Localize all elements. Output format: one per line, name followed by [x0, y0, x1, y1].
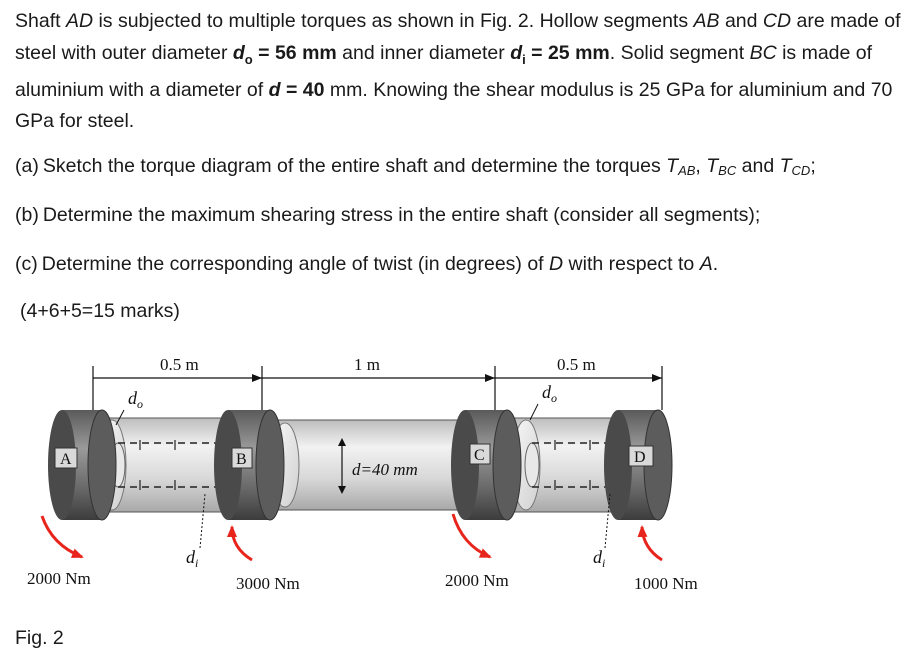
text-run: are made of steel with outer diameter: [15, 10, 901, 64]
torque-arrow-D: [642, 527, 662, 560]
torque-arrow-A: [42, 516, 82, 557]
text-run: A: [699, 253, 713, 275]
part-b: [15, 202, 760, 228]
text-run: AD: [65, 10, 94, 32]
label-D: D: [634, 449, 646, 466]
text-run: mm. Knowing the shear modulus is 25 GPa for aluminium and 70 GPa for steel.: [15, 78, 893, 133]
text-run: ,: [695, 155, 707, 177]
text-run: is subjected to multiple torques as shown in Fig. 2. Hollow segments: [93, 10, 694, 32]
torque-arrow-C: [453, 514, 490, 557]
part-text: Determine the corresponding angle of twist (in degrees) of: [41, 253, 550, 275]
di-label-right: $d_i$: [593, 547, 606, 570]
part-label: (a): [15, 155, 39, 177]
torque-label-B: 3000 Nm: [236, 574, 300, 593]
symbol-d: d: [268, 78, 281, 101]
figure-caption: Fig. 2: [15, 627, 64, 649]
torque-label-A: 2000 Nm: [27, 569, 91, 588]
text-run: Shaft: [15, 10, 66, 32]
torque-arrow-B: [232, 527, 252, 560]
label-A: A: [60, 451, 72, 468]
disk-C-front: [493, 410, 521, 520]
symbol-do-sub: o: [244, 51, 253, 67]
problem-statement: [15, 6, 910, 138]
text-run: D: [549, 253, 564, 275]
d40-label: d=40 mm: [352, 460, 418, 479]
do-label-left: $d_o$: [128, 388, 143, 411]
text-run: and: [719, 10, 763, 32]
text-run: and inner diameter: [336, 41, 511, 64]
marks: (4+6+5=15 marks): [20, 300, 180, 322]
do-label-right: $d_o$: [542, 382, 557, 405]
part-text: Sketch the torque diagram of the entire shaft and determine the torques: [42, 155, 667, 177]
value-d: = 40: [280, 78, 325, 101]
value-di: = 25 mm: [525, 41, 610, 64]
part-label: (c): [15, 253, 38, 275]
symbol-T: T: [779, 155, 792, 177]
part-a: [15, 153, 816, 184]
symbol-di: d: [510, 41, 523, 64]
symbol-di-sub: i: [522, 51, 526, 67]
text-run: with respect to: [563, 253, 700, 275]
symbol-sub: BC: [718, 163, 737, 178]
disk-C-back: [451, 410, 479, 520]
text-run: CD: [762, 10, 792, 32]
part-label: (b): [15, 204, 39, 226]
text-run: AB: [693, 10, 720, 32]
symbol-do: d: [232, 41, 245, 64]
symbol-T: T: [666, 155, 679, 177]
dim-label-left: 0.5 m: [160, 355, 199, 374]
disk-B: [214, 410, 284, 520]
part-text: Determine the maximum shearing stress in the entire shaft (consider all segments);: [42, 204, 761, 226]
symbol-T: T: [706, 155, 719, 177]
text-run: BC: [749, 41, 777, 64]
text-run: .: [712, 253, 719, 275]
torque-label-D: 1000 Nm: [634, 574, 698, 593]
text-run: and: [736, 155, 780, 177]
symbol-sub: AB: [678, 163, 696, 178]
symbol-sub: CD: [791, 163, 811, 178]
label-C: C: [474, 447, 485, 464]
disk-B-front: [256, 410, 284, 520]
disk-A-front: [88, 410, 116, 520]
disk-D-back: [604, 410, 632, 520]
shaft-figure: [0, 340, 923, 620]
text-run: is made of aluminium with a diameter of: [15, 41, 873, 101]
text-run: . Solid segment: [609, 41, 750, 64]
disk-A: [48, 410, 116, 520]
label-B: B: [236, 451, 247, 468]
di-label-left: $d_i$: [186, 547, 199, 570]
shaft-CD-bore: [525, 443, 539, 487]
text-run: ;: [810, 155, 816, 177]
part-c: [15, 251, 718, 277]
torque-label-C: 2000 Nm: [445, 571, 509, 590]
dim-label-right: 0.5 m: [557, 355, 596, 374]
dim-label-mid: 1 m: [354, 355, 380, 374]
value-do: = 56 mm: [252, 41, 337, 64]
disk-C: [451, 410, 521, 520]
